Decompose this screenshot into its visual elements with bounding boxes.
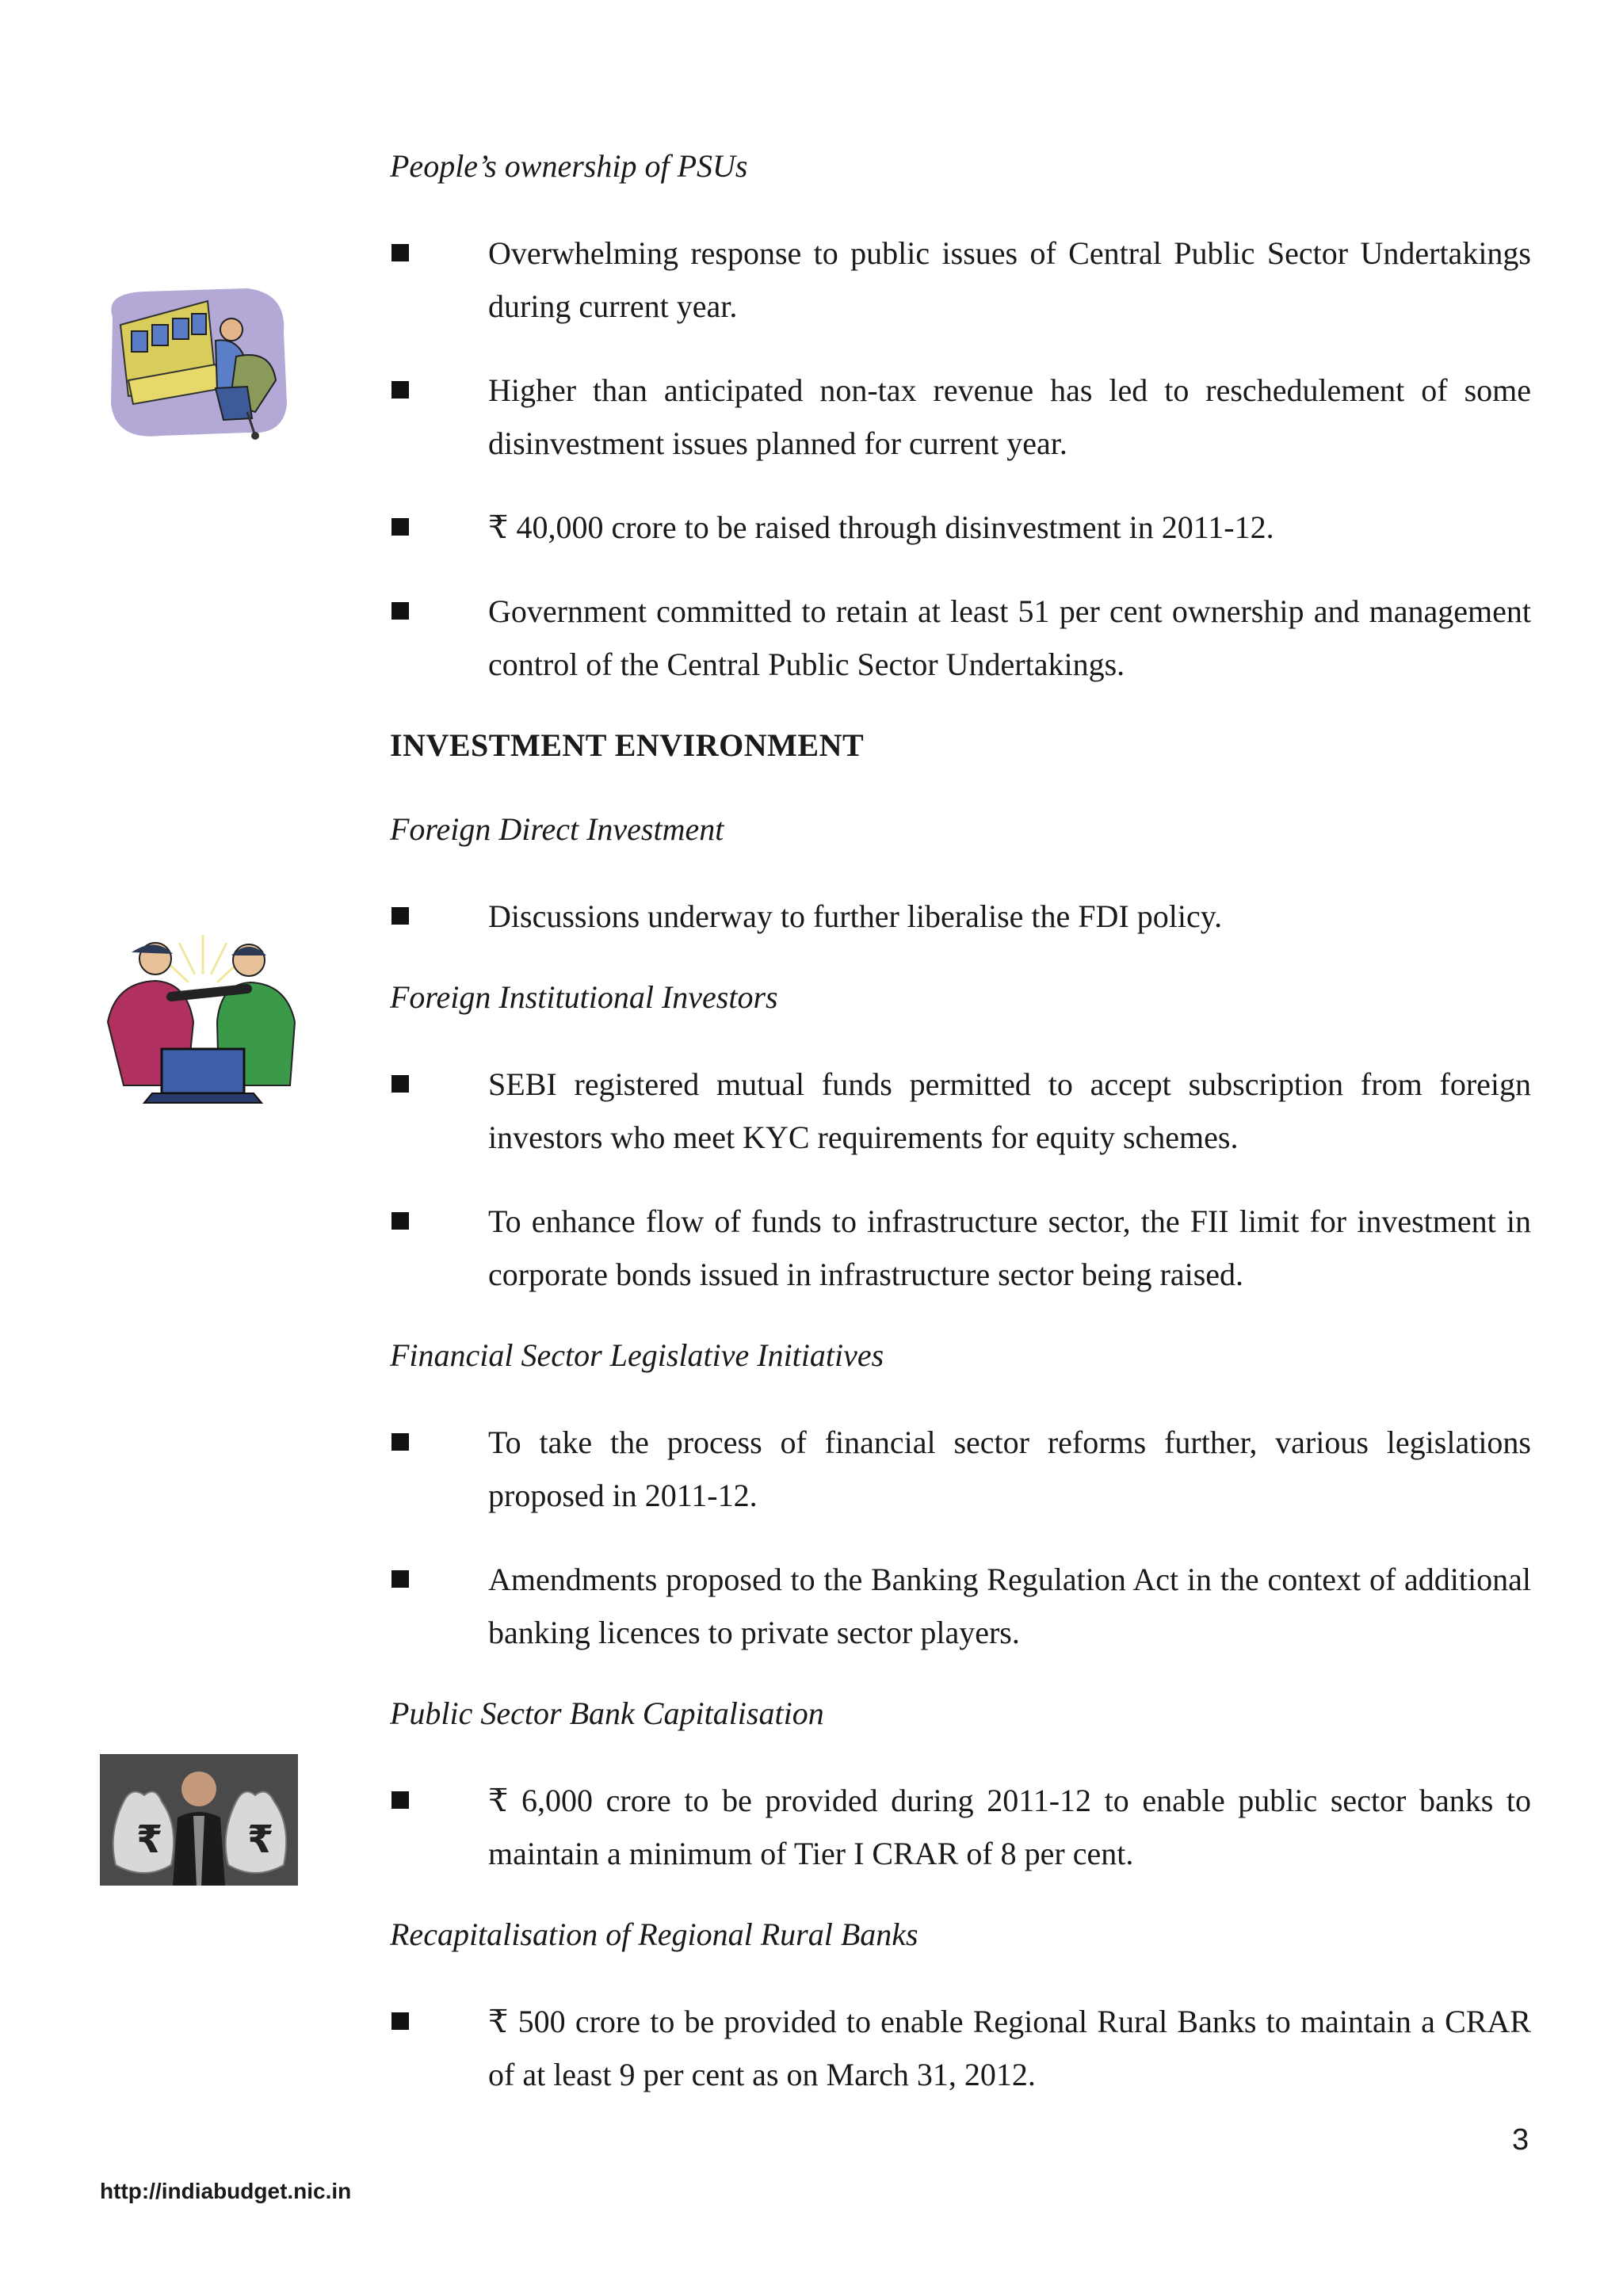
bullet-text: SEBI registered mutual funds permitted to accept subscription from foreign investors who meet KYC requirements for equity schemes. bbox=[488, 1066, 1531, 1155]
bullet-text: ₹ 6,000 crore to be provided during 2011-12 to enable public sector banks to maintain a minimum of Tier I CRAR of 8 per cent. bbox=[488, 1783, 1531, 1871]
bullet-text: ₹ 40,000 crore to be raised through disinvestment in 2011-12. bbox=[488, 509, 1274, 545]
bullet-square-icon bbox=[391, 1433, 409, 1451]
bullet-text: Discussions underway to further liberalise the FDI policy. bbox=[488, 898, 1223, 934]
page-number: 3 bbox=[1512, 2123, 1529, 2157]
bullet-item bbox=[390, 890, 1531, 943]
section-heading: Foreign Institutional Investors bbox=[390, 979, 778, 1015]
bullet-text: ₹ 500 crore to be provided to enable Regional Rural Banks to maintain a CRAR of at least 9 per cent as on March 31, 2012. bbox=[488, 2004, 1531, 2092]
section-foreign-institutional-investors bbox=[390, 974, 1531, 1301]
section-heading: Public Sector Bank Capitalisation bbox=[390, 1695, 824, 1731]
bullet-square-icon bbox=[391, 381, 409, 399]
bullet-item bbox=[390, 501, 1531, 554]
bullet-text: Higher than anticipated non-tax revenue has led to reschedulement of some disinvestment issues planned for current year. bbox=[488, 372, 1531, 461]
document-body bbox=[390, 143, 1531, 2132]
section-heading: Recapitalisation of Regional Rural Banks bbox=[390, 1917, 918, 1952]
bullet-item bbox=[390, 1058, 1531, 1164]
handshake-laptop-icon bbox=[100, 927, 306, 1109]
section-financial-sector-legislative-initiatives bbox=[390, 1332, 1531, 1659]
bullet-text: To take the process of financial sector reforms further, various legislations proposed in 2011-12. bbox=[488, 1425, 1531, 1513]
bullet-square-icon bbox=[391, 2012, 409, 2030]
control-room-operator-icon bbox=[97, 285, 300, 444]
section-heading: People’s ownership of PSUs bbox=[390, 148, 748, 184]
footer-url[interactable]: http://indiabudget.nic.in bbox=[100, 2179, 352, 2203]
bullet-item bbox=[390, 1995, 1531, 2101]
bullet-text: Amendments proposed to the Banking Regulation Act in the context of additional banking licences to private sector players. bbox=[488, 1562, 1531, 1650]
bullet-square-icon bbox=[391, 907, 409, 925]
right-bag-rupee-glyph: ₹ bbox=[247, 1817, 274, 1862]
bullet-square-icon bbox=[391, 602, 409, 620]
bullet-item bbox=[390, 585, 1531, 691]
section-heading: Financial Sector Legislative Initiatives bbox=[390, 1337, 884, 1373]
bullet-text: Overwhelming response to public issues of Central Public Sector Undertakings during current year. bbox=[488, 235, 1531, 324]
bullet-square-icon bbox=[391, 1791, 409, 1809]
left-bag-rupee-glyph: ₹ bbox=[136, 1817, 163, 1862]
money-bags-man-icon bbox=[100, 1754, 298, 1886]
section-recapitalisation-of-regional-rural-banks bbox=[390, 1911, 1531, 2101]
bullet-item bbox=[390, 1195, 1531, 1301]
bullet-item bbox=[390, 227, 1531, 333]
bullet-item bbox=[390, 1774, 1531, 1880]
bullet-square-icon bbox=[391, 1570, 409, 1588]
bullet-text: Government committed to retain at least 51 per cent ownership and management control of the Central Public Sector Undertakings. bbox=[488, 593, 1531, 682]
bullet-text: To enhance flow of funds to infrastructure sector, the FII limit for investment in corporate bonds issued in infrastructure sector being raised. bbox=[488, 1203, 1531, 1292]
section-heading-investment-environment: INVESTMENT ENVIRONMENT bbox=[390, 727, 865, 763]
section-public-sector-bank-capitalisation bbox=[390, 1690, 1531, 1880]
bullet-square-icon bbox=[391, 244, 409, 261]
bullet-item bbox=[390, 1416, 1531, 1522]
bullet-square-icon bbox=[391, 518, 409, 536]
section-heading: Foreign Direct Investment bbox=[390, 811, 724, 847]
section-foreign-direct-investment bbox=[390, 806, 1531, 943]
bullet-item bbox=[390, 1553, 1531, 1659]
bullet-square-icon bbox=[391, 1075, 409, 1093]
bullet-square-icon bbox=[391, 1212, 409, 1230]
section-peoples-ownership-of-psus bbox=[390, 143, 1531, 691]
bullet-item bbox=[390, 364, 1531, 470]
